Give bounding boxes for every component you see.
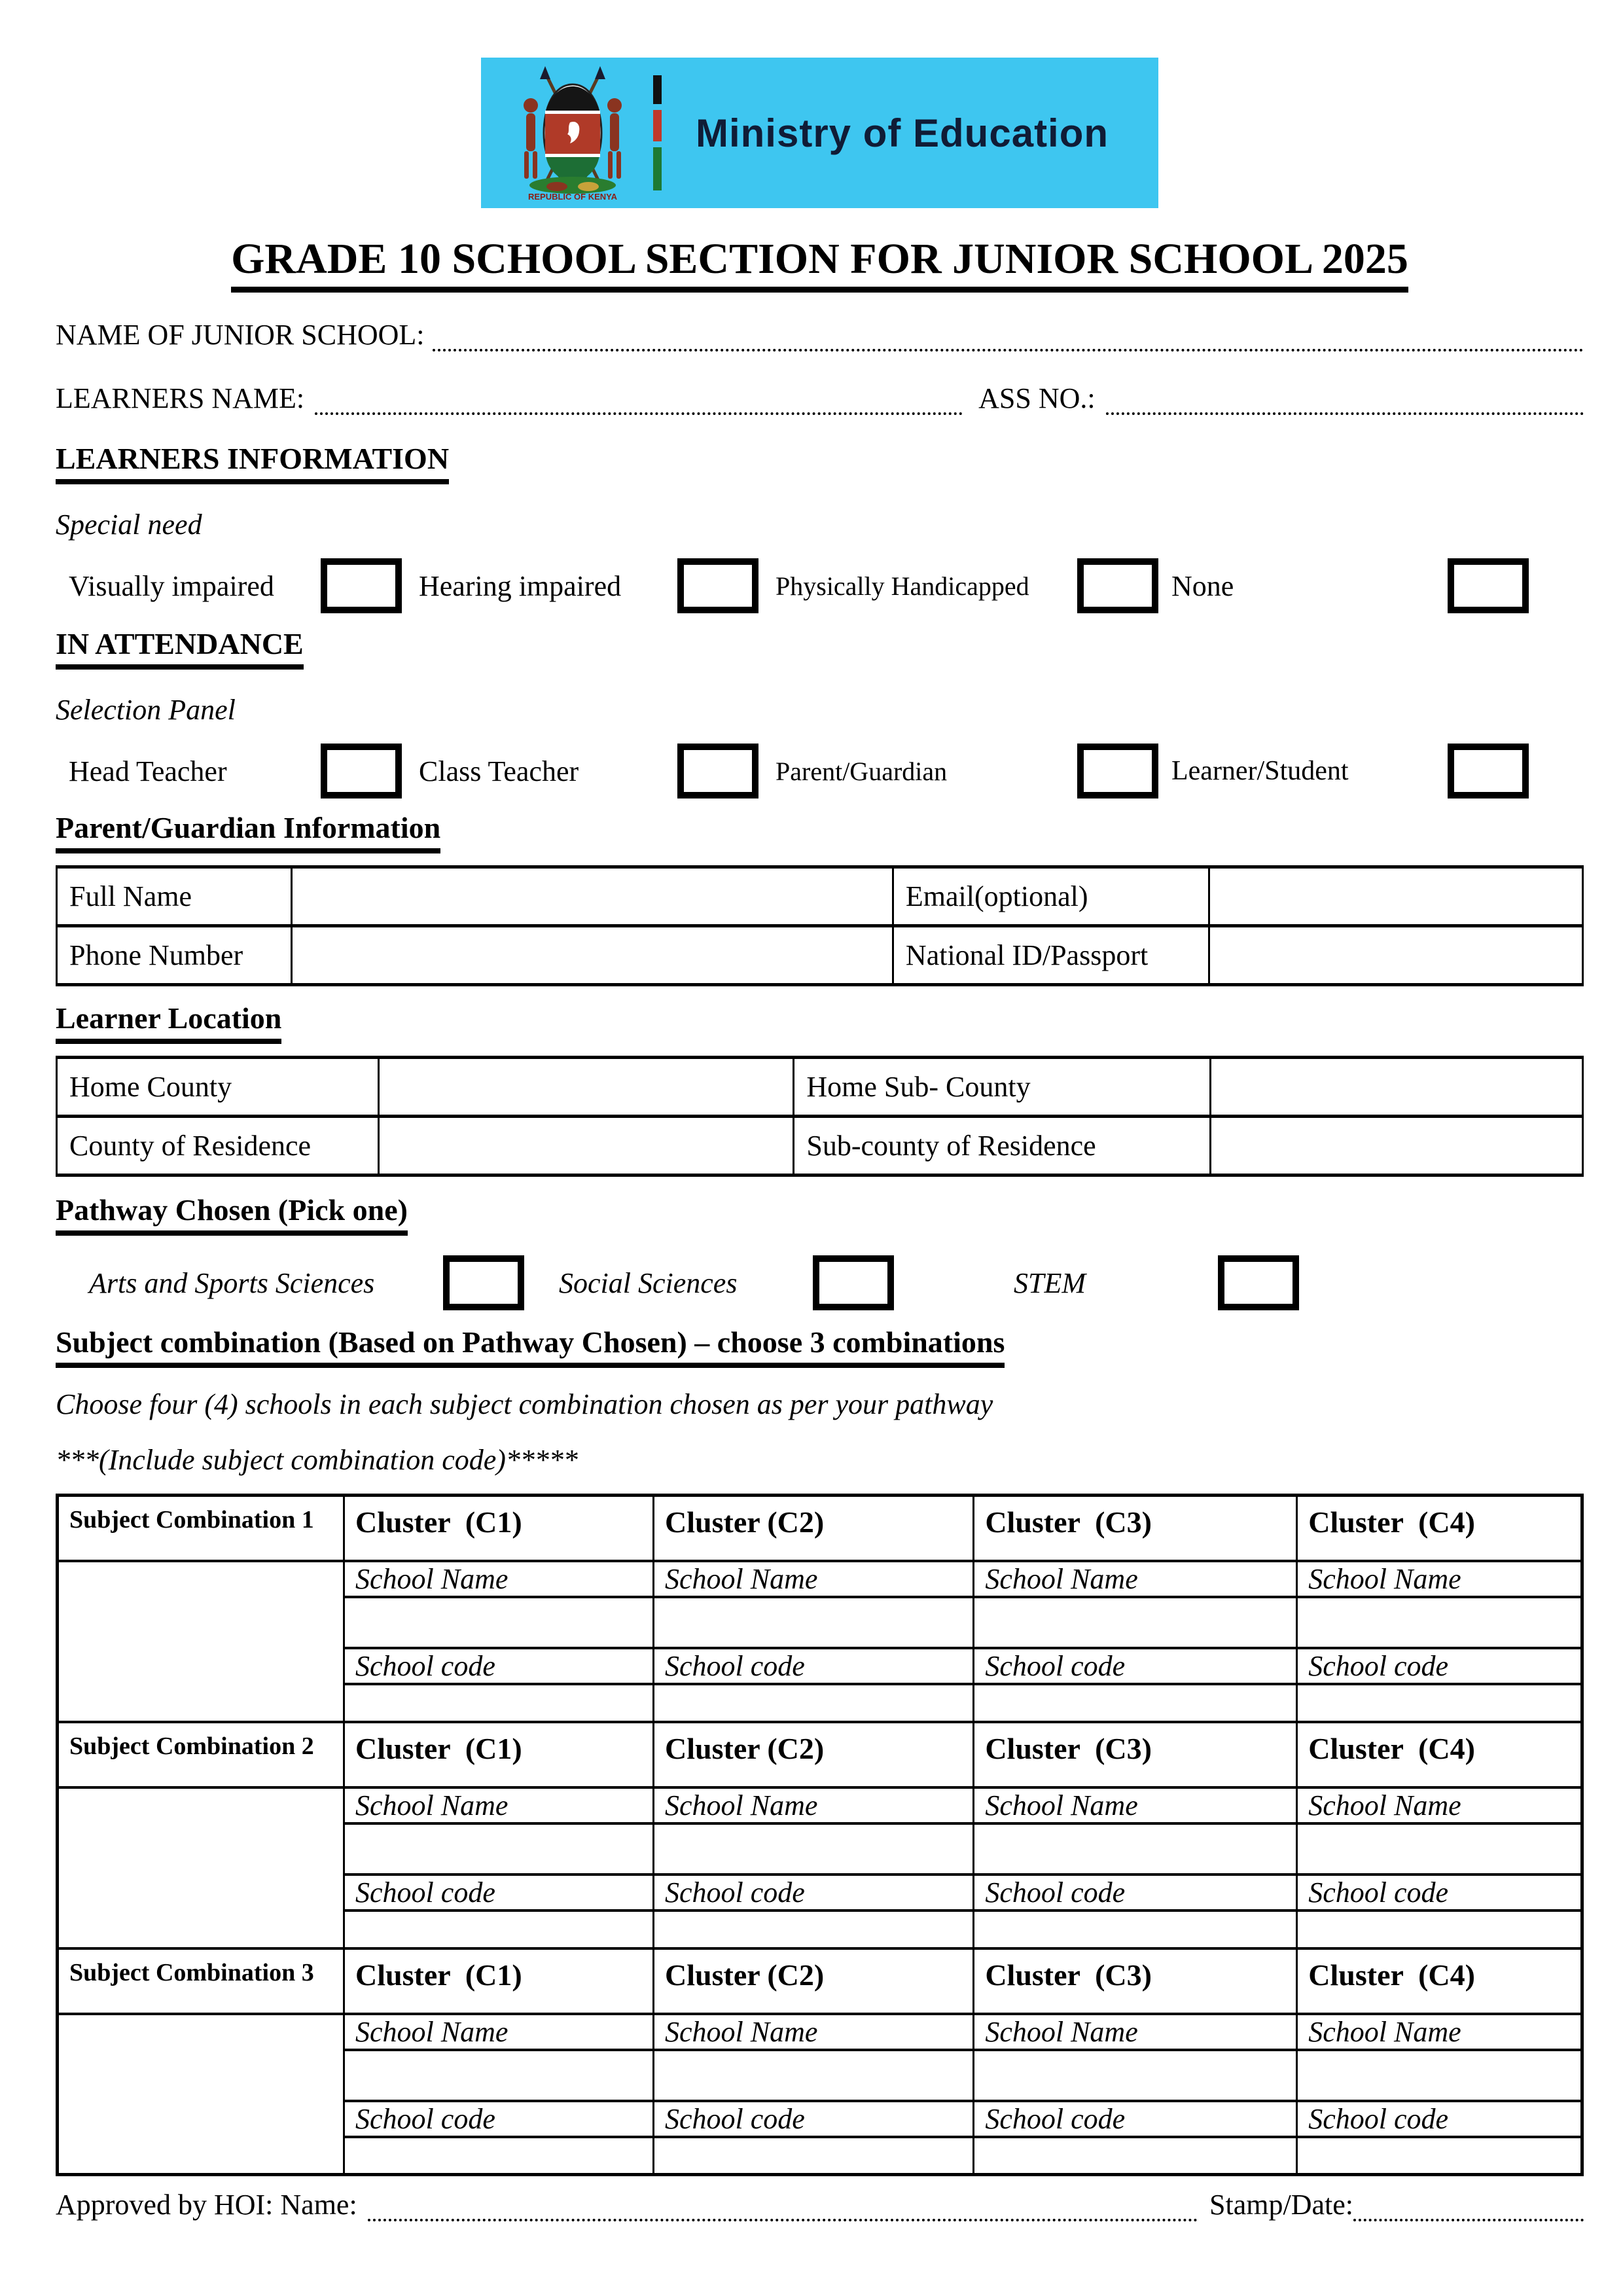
option-stem bbox=[900, 1255, 1306, 1310]
learner-location-heading: Learner Location bbox=[56, 1001, 1584, 1044]
school-name-input-cell[interactable] bbox=[344, 2050, 654, 2101]
table-row bbox=[57, 1058, 1583, 1117]
full-name-label: Full Name bbox=[57, 867, 292, 926]
subject-combination-3-label: Subject Combination 3 bbox=[58, 1948, 344, 2014]
school-name-input-cell[interactable] bbox=[654, 1597, 974, 1648]
cluster-c4-header: Cluster (C4) bbox=[1297, 1948, 1582, 2014]
checkbox-learner-student[interactable] bbox=[1448, 744, 1529, 798]
ministry-banner bbox=[481, 58, 1158, 208]
school-code-label: School code bbox=[974, 1648, 1297, 1684]
learner-student-label: Learner/Student bbox=[1171, 756, 1349, 786]
cluster-c2-header: Cluster (C2) bbox=[654, 1496, 974, 1561]
sub-county-residence-value-cell[interactable] bbox=[1210, 1117, 1582, 1175]
school-code-input-cell[interactable] bbox=[974, 1910, 1297, 1948]
checkbox-parent-guardian[interactable] bbox=[1077, 744, 1158, 798]
phone-number-label: Phone Number bbox=[57, 926, 292, 985]
checkbox-class-teacher[interactable] bbox=[677, 744, 758, 798]
physically-handicapped-label: Physically Handicapped bbox=[776, 571, 1029, 601]
home-county-value-cell[interactable] bbox=[379, 1058, 794, 1117]
school-code-input-cell[interactable] bbox=[344, 1684, 654, 1722]
cluster-c3-header: Cluster (C3) bbox=[974, 1948, 1297, 2014]
learner-name-row bbox=[56, 382, 1584, 415]
parent-guardian-heading: Parent/Guardian Information bbox=[56, 810, 1584, 853]
selection-panel-label: Selection Panel bbox=[56, 694, 236, 726]
school-name-input-cell[interactable] bbox=[974, 2050, 1297, 2101]
school-code-input-cell[interactable] bbox=[344, 2137, 654, 2175]
school-code-input-cell[interactable] bbox=[654, 1910, 974, 1948]
school-code-input-cell[interactable] bbox=[1297, 1910, 1582, 1948]
learners-information-heading: LEARNERS INFORMATION bbox=[56, 441, 1584, 484]
table-row bbox=[57, 1117, 1583, 1175]
stamp-date-label: Stamp/Date: bbox=[1209, 2189, 1353, 2221]
option-learner-student bbox=[1158, 744, 1584, 798]
school-code-label: School code bbox=[974, 2101, 1297, 2137]
school-name-label: School Name bbox=[344, 1787, 654, 1823]
checkbox-physically-handicapped[interactable] bbox=[1077, 558, 1158, 613]
cluster-c3-header: Cluster (C3) bbox=[974, 1722, 1297, 1787]
school-code-label: School code bbox=[654, 1648, 974, 1684]
special-need-label: Special need bbox=[56, 509, 202, 541]
none-label: None bbox=[1171, 569, 1234, 602]
cluster-c1-header: Cluster (C1) bbox=[344, 1496, 654, 1561]
cluster-c4-header: Cluster (C4) bbox=[1297, 1496, 1582, 1561]
school-code-label: School code bbox=[344, 1874, 654, 1910]
ministry-title: Ministry of Education bbox=[696, 111, 1109, 155]
option-head-teacher bbox=[56, 744, 406, 798]
cluster-c1-header: Cluster (C1) bbox=[344, 1722, 654, 1787]
school-name-label: School Name bbox=[974, 1787, 1297, 1823]
school-name-input-cell[interactable] bbox=[1297, 1597, 1582, 1648]
special-need-options-row bbox=[56, 556, 1584, 616]
pathway-options-row bbox=[56, 1253, 1584, 1313]
stem-label: STEM bbox=[1014, 1266, 1086, 1299]
visually-impaired-label: Visually impaired bbox=[69, 569, 274, 602]
school-name-input-cell[interactable] bbox=[974, 1823, 1297, 1874]
school-name-label: School Name bbox=[1297, 1787, 1582, 1823]
stamp-date-input[interactable] bbox=[1353, 2190, 1584, 2221]
school-code-input-cell[interactable] bbox=[974, 1684, 1297, 1722]
checkbox-none[interactable] bbox=[1448, 558, 1529, 613]
checkbox-head-teacher[interactable] bbox=[321, 744, 402, 798]
in-attendance-heading: IN ATTENDANCE bbox=[56, 626, 1584, 670]
hearing-impaired-label: Hearing impaired bbox=[419, 569, 622, 602]
school-name-input-cell[interactable] bbox=[1297, 2050, 1582, 2101]
cluster-c4-header: Cluster (C4) bbox=[1297, 1722, 1582, 1787]
flag-stripe-icon bbox=[653, 75, 662, 190]
email-value-cell[interactable] bbox=[1209, 867, 1582, 926]
county-residence-value-cell[interactable] bbox=[379, 1117, 794, 1175]
cluster-c1-header: Cluster (C1) bbox=[344, 1948, 654, 2014]
national-id-value-cell[interactable] bbox=[1209, 926, 1582, 985]
emblem-caption: REPUBLIC OF KENYA bbox=[527, 192, 618, 201]
subject-combination-1-label: Subject Combination 1 bbox=[58, 1496, 344, 1561]
school-name-label: School Name bbox=[654, 1787, 974, 1823]
combination-3-left-cell[interactable] bbox=[58, 2014, 344, 2175]
school-code-input-cell[interactable] bbox=[654, 2137, 974, 2175]
school-name-label: School Name bbox=[654, 2014, 974, 2050]
combination-2-left-cell[interactable] bbox=[58, 1787, 344, 1948]
school-code-label: School code bbox=[344, 1648, 654, 1684]
school-name-label-row bbox=[58, 2014, 1582, 2050]
school-name-input-cell[interactable] bbox=[974, 1597, 1297, 1648]
parent-guardian-label: Parent/Guardian bbox=[776, 756, 948, 786]
approved-by-label: Approved by HOI: Name: bbox=[56, 2189, 357, 2221]
subject-combination-2-label: Subject Combination 2 bbox=[58, 1722, 344, 1787]
school-name-label: School Name bbox=[344, 1561, 654, 1597]
school-name-label: School Name bbox=[1297, 1561, 1582, 1597]
option-physically-handicapped bbox=[762, 558, 1158, 613]
ass-no-input[interactable] bbox=[1106, 382, 1584, 415]
choose-four-note: Choose four (4) schools in each subject combination chosen as per your pathway bbox=[56, 1388, 993, 1420]
class-teacher-label: Class Teacher bbox=[419, 755, 579, 787]
page-title: GRADE 10 SCHOOL SECTION FOR JUNIOR SCHOOL 2025 bbox=[56, 234, 1584, 284]
option-none bbox=[1158, 558, 1584, 613]
school-code-input-cell[interactable] bbox=[974, 2137, 1297, 2175]
attendance-options-row bbox=[56, 741, 1584, 801]
school-code-label: School code bbox=[1297, 2101, 1582, 2137]
home-county-label: Home County bbox=[57, 1058, 379, 1117]
cluster-c3-header: Cluster (C3) bbox=[974, 1496, 1297, 1561]
option-hearing-impaired bbox=[406, 558, 762, 613]
school-name-label: School Name bbox=[654, 1561, 974, 1597]
include-code-note: ***(Include subject combination code)***** bbox=[56, 1444, 578, 1476]
school-code-label: School code bbox=[654, 2101, 974, 2137]
school-name-input-cell[interactable] bbox=[1297, 1823, 1582, 1874]
combination-3-header-row bbox=[58, 1948, 1582, 2014]
school-code-label: School code bbox=[654, 1874, 974, 1910]
sub-county-residence-label: Sub-county of Residence bbox=[794, 1117, 1211, 1175]
head-teacher-label: Head Teacher bbox=[69, 755, 227, 787]
school-name-label: School Name bbox=[344, 2014, 654, 2050]
cluster-c2-header: Cluster (C2) bbox=[654, 1722, 974, 1787]
learner-location-table bbox=[56, 1056, 1584, 1177]
phone-number-value-cell[interactable] bbox=[292, 926, 893, 985]
approval-row bbox=[56, 2188, 1584, 2221]
learner-name-input[interactable] bbox=[315, 382, 963, 415]
school-code-input-cell[interactable] bbox=[344, 1910, 654, 1948]
school-name-input-cell[interactable] bbox=[654, 1823, 974, 1874]
combination-1-left-cell[interactable] bbox=[58, 1561, 344, 1722]
school-code-input-cell[interactable] bbox=[1297, 2137, 1582, 2175]
junior-school-input[interactable] bbox=[433, 319, 1584, 351]
option-visually-impaired bbox=[56, 558, 406, 613]
subject-combination-table bbox=[56, 1494, 1584, 2176]
school-code-label: School code bbox=[974, 1874, 1297, 1910]
parent-guardian-table bbox=[56, 865, 1584, 986]
junior-school-row bbox=[56, 318, 1584, 351]
learner-name-label: LEARNERS NAME: bbox=[56, 382, 305, 414]
school-code-label: School code bbox=[344, 2101, 654, 2137]
option-arts-sports bbox=[56, 1255, 533, 1310]
checkbox-stem[interactable] bbox=[1218, 1255, 1299, 1310]
school-name-label: School Name bbox=[974, 1561, 1297, 1597]
school-name-label: School Name bbox=[974, 2014, 1297, 2050]
table-row bbox=[57, 926, 1583, 985]
combination-2-header-row bbox=[58, 1722, 1582, 1787]
kenya-coat-of-arms-icon bbox=[502, 65, 643, 201]
arts-sports-label: Arts and Sports Sciences bbox=[89, 1266, 375, 1299]
checkbox-social-sciences[interactable] bbox=[813, 1255, 894, 1310]
pathway-heading: Pathway Chosen (Pick one) bbox=[56, 1193, 1584, 1236]
checkbox-hearing-impaired[interactable] bbox=[677, 558, 758, 613]
table-row bbox=[57, 867, 1583, 926]
approved-name-input[interactable] bbox=[368, 2190, 1198, 2221]
school-name-label-row bbox=[58, 1561, 1582, 1597]
cluster-c2-header: Cluster (C2) bbox=[654, 1948, 974, 2014]
option-parent-guardian bbox=[762, 744, 1158, 798]
county-residence-label: County of Residence bbox=[57, 1117, 379, 1175]
school-code-label: School code bbox=[1297, 1648, 1582, 1684]
school-name-label: School Name bbox=[1297, 2014, 1582, 2050]
checkbox-visually-impaired[interactable] bbox=[321, 558, 402, 613]
school-code-input-cell[interactable] bbox=[654, 1684, 974, 1722]
full-name-value-cell[interactable] bbox=[292, 867, 893, 926]
school-code-input-cell[interactable] bbox=[1297, 1684, 1582, 1722]
ass-no-label: ASS NO.: bbox=[978, 382, 1096, 414]
school-name-input-cell[interactable] bbox=[344, 1823, 654, 1874]
social-sciences-label: Social Sciences bbox=[559, 1266, 738, 1299]
option-social-sciences bbox=[533, 1255, 900, 1310]
checkbox-arts-sports[interactable] bbox=[443, 1255, 524, 1310]
option-class-teacher bbox=[406, 744, 762, 798]
email-label: Email(optional) bbox=[893, 867, 1209, 926]
combination-1-header-row bbox=[58, 1496, 1582, 1561]
home-sub-county-value-cell[interactable] bbox=[1210, 1058, 1582, 1117]
subject-combination-heading: Subject combination (Based on Pathway Chosen) – choose 3 combinations bbox=[56, 1325, 1584, 1368]
junior-school-label: NAME OF JUNIOR SCHOOL: bbox=[56, 319, 425, 351]
school-name-input-cell[interactable] bbox=[654, 2050, 974, 2101]
school-code-label: School code bbox=[1297, 1874, 1582, 1910]
school-name-input-cell[interactable] bbox=[344, 1597, 654, 1648]
school-name-label-row bbox=[58, 1787, 1582, 1823]
national-id-label: National ID/Passport bbox=[893, 926, 1209, 985]
home-sub-county-label: Home Sub- County bbox=[794, 1058, 1211, 1117]
